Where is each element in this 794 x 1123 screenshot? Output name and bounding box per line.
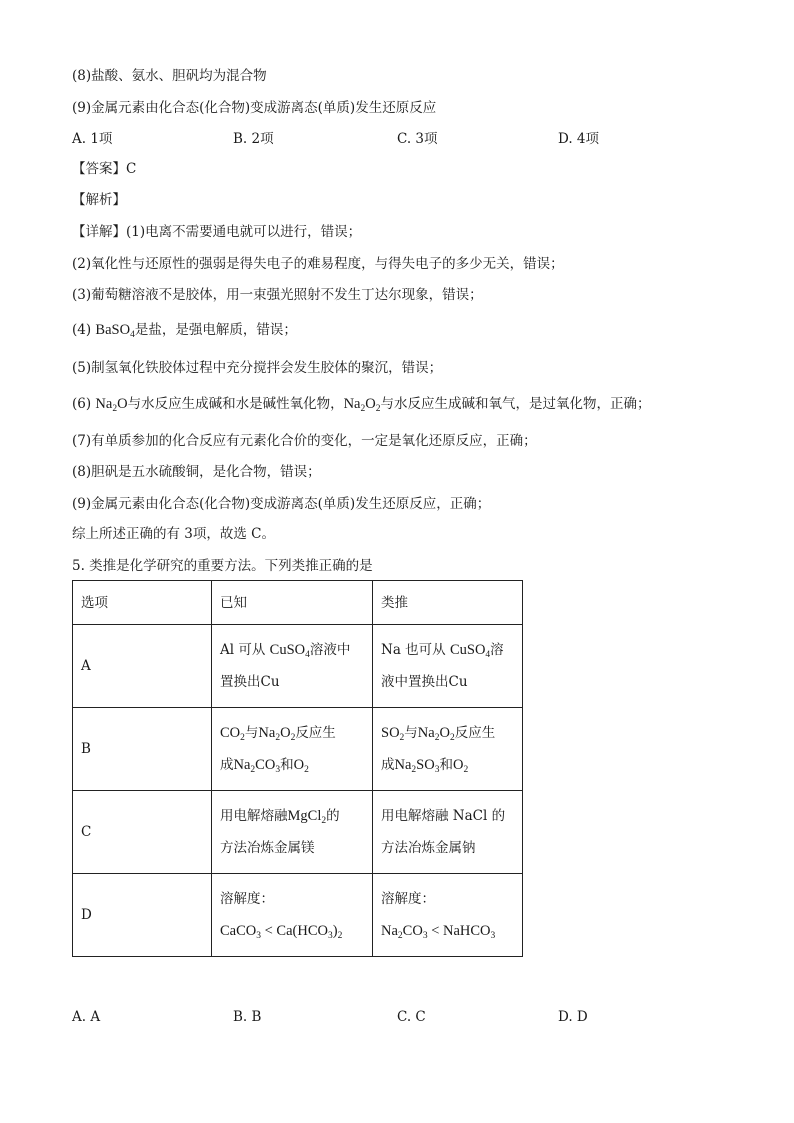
answer-tag: 【答案】 xyxy=(72,161,126,177)
cell-text: 的 xyxy=(326,808,340,824)
answer-value: C xyxy=(126,161,137,177)
cell-text: 溶 xyxy=(490,642,504,658)
formula-na2o: $Na_2O$ xyxy=(95,396,128,414)
cell-text: 反应生 xyxy=(454,725,496,741)
table-row-c xyxy=(73,791,523,874)
row-label: D xyxy=(73,874,212,957)
formula-cuso4: CuSO$_4$ xyxy=(449,642,491,660)
cell-text: 置换出Cu xyxy=(220,674,280,690)
formula-co2: $CO_2$ xyxy=(220,725,245,743)
summary-line: 综上所述正确的有 3项，故选 C。 xyxy=(72,526,276,542)
solubility-expression: CaCO$_3$ < $Ca(HCO_3)_2$ xyxy=(220,923,343,941)
header-known: 已知 xyxy=(212,581,373,625)
table-header-row xyxy=(73,581,523,625)
detail-6-prefix: (6) xyxy=(72,396,96,412)
answer-line xyxy=(72,159,136,179)
row-label: A xyxy=(73,625,212,708)
formula-baso4: BaSO$_4$ xyxy=(95,322,135,340)
cell-text: 成 xyxy=(220,757,234,773)
q4-option-d: D. 4项 xyxy=(558,131,600,147)
table-row-a xyxy=(73,625,523,708)
q4-option-a: A. 1项 xyxy=(72,131,113,147)
detail-tag: 【详解】 xyxy=(72,224,126,240)
cell-text: 与 xyxy=(404,725,418,741)
known-cell xyxy=(212,625,373,708)
known-cell xyxy=(212,874,373,957)
formula-na2o2: $Na_2O_2$ xyxy=(258,725,296,743)
detail-1 xyxy=(72,222,361,242)
analogy-cell xyxy=(373,791,523,874)
solubility-expression: $Na_2CO_3$ < NaHCO$_3$ xyxy=(381,923,496,941)
formula-na2o2: $Na_2O_2$ xyxy=(343,396,381,414)
formula-na2o2: $Na_2O_2$ xyxy=(417,725,455,743)
formula-cuso4: CuSO$_4$ xyxy=(269,642,310,660)
cell-text: 液中置换出Cu xyxy=(381,674,468,690)
analogy-cell xyxy=(373,708,523,791)
q4-option-c: C. 3项 xyxy=(397,131,438,147)
detail-6 xyxy=(72,394,650,414)
cell-text: 溶解度： xyxy=(220,891,274,907)
q5-stem: 5. 类推是化学研究的重要方法。下列类推正确的是 xyxy=(72,558,373,574)
cell-text: 方法冶炼金属钠 xyxy=(381,840,476,856)
detail-1-text: (1)电离不需要通电就可以进行，错误； xyxy=(126,224,362,240)
cell-text: 与 xyxy=(244,725,259,741)
cell-text: 反应生 xyxy=(295,725,336,741)
cell-text: Al 可从 xyxy=(220,642,270,658)
row-label: B xyxy=(73,708,212,791)
cell-text: 方法冶炼金属镁 xyxy=(220,840,315,856)
detail-5: (5)制氢氧化铁胶体过程中充分搅拌会发生胶体的聚沉，错误； xyxy=(72,360,443,376)
q5-option-b: B. B xyxy=(233,1009,262,1025)
detail-8: (8)胆矾是五水硫酸铜，是化合物，错误； xyxy=(72,464,321,480)
detail-4 xyxy=(72,320,297,340)
analysis-tag: 【解析】 xyxy=(72,192,126,208)
analogy-cell xyxy=(373,625,523,708)
cell-text: 用电解熔融 xyxy=(220,808,288,824)
cell-text: Na 也可从 xyxy=(381,642,450,658)
cell-text: 成 xyxy=(381,757,395,773)
detail-3: (3)葡萄糖溶液不是胶体，用一束强光照射不发生丁达尔现象，错误； xyxy=(72,287,483,303)
detail-2: (2)氧化性与还原性的强弱是得失电子的难易程度，与得失电子的多少无关，错误； xyxy=(72,256,564,272)
analogy-cell xyxy=(373,874,523,957)
row-label: C xyxy=(73,791,212,874)
header-option: 选项 xyxy=(73,581,212,625)
cell-text: 和 xyxy=(280,757,294,773)
formula-o2: $O_2$ xyxy=(452,757,469,775)
detail-4-text: 是盐，是强电解质，错误； xyxy=(134,322,297,338)
q5-table xyxy=(72,580,523,957)
detail-6-text-2: 与水反应生成碱和氧气，是过氧化物，正确； xyxy=(380,396,651,412)
detail-4-prefix: (4) xyxy=(72,322,96,338)
detail-7: (7)有单质参加的化合反应有元素化合价的变化，一定是氧化还原反应，正确； xyxy=(72,433,537,449)
cell-text: 溶液中 xyxy=(309,642,351,658)
header-analogy: 类推 xyxy=(373,581,523,625)
table-row-d xyxy=(73,874,523,957)
q5-option-d: D. D xyxy=(558,1009,588,1025)
formula-na2so3: $Na_2SO_3$ xyxy=(394,757,440,775)
detail-6-text-1: 与水反应生成碱和水是碱性氧化物， xyxy=(127,396,344,412)
cell-text: 和 xyxy=(439,757,453,773)
known-cell xyxy=(212,791,373,874)
cell-text: 用电解熔融 NaCl 的 xyxy=(381,808,506,824)
formula-mgcl2: MgCl$_2$ xyxy=(287,808,327,826)
statement-9: (9)金属元素由化合态(化合物)变成游离态(单质)发生还原反应 xyxy=(72,100,437,116)
q4-option-b: B. 2项 xyxy=(233,131,274,147)
statement-8: (8)盐酸、氨水、胆矾均为混合物 xyxy=(72,68,267,84)
formula-so2: $SO_2$ xyxy=(381,725,405,743)
q5-option-c: C. C xyxy=(397,1009,426,1025)
q5-option-a: A. A xyxy=(72,1009,101,1025)
known-cell xyxy=(212,708,373,791)
formula-o2: $O_2$ xyxy=(293,757,309,775)
table-row-b xyxy=(73,708,523,791)
cell-text: 溶解度： xyxy=(381,891,435,907)
detail-9: (9)金属元素由化合态(化合物)变成游离态(单质)发生还原反应，正确； xyxy=(72,496,491,512)
formula-na2co3: $Na_2CO_3$ xyxy=(233,757,281,775)
